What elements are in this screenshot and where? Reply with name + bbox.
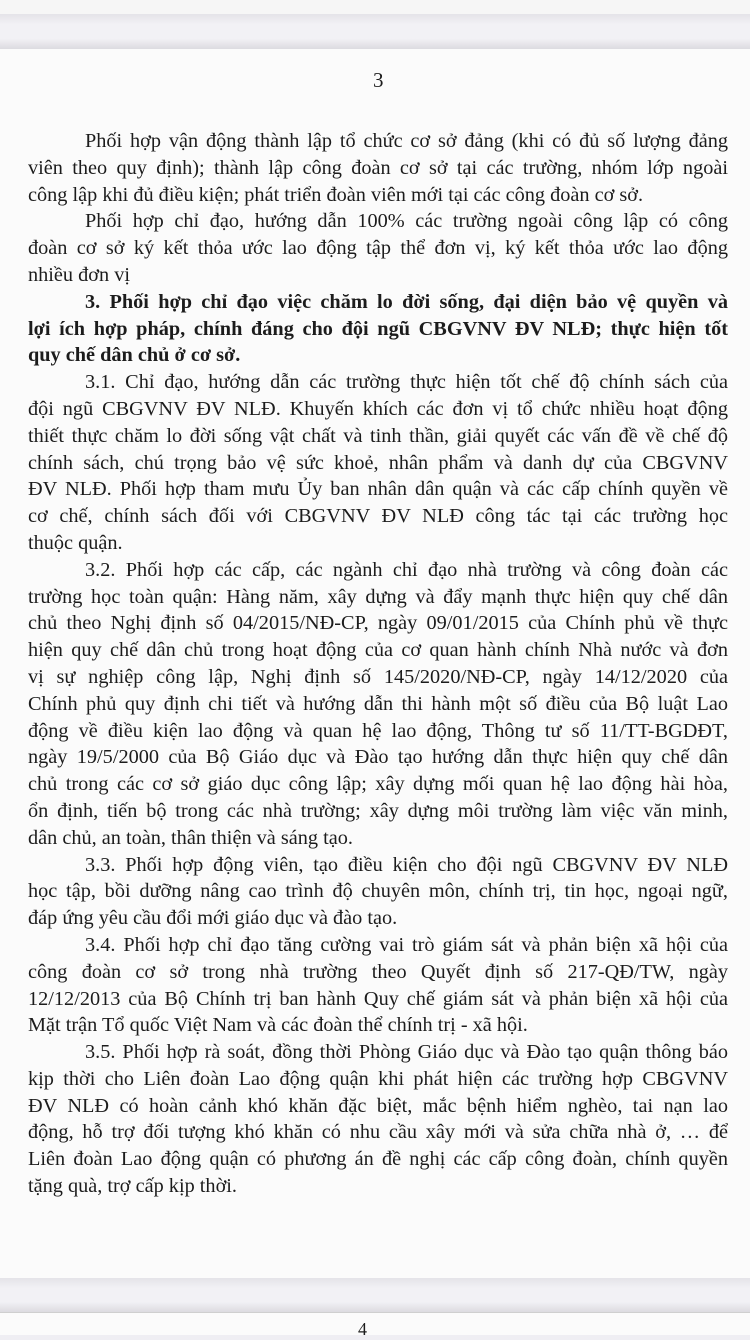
text-line: tặng quà, trợ cấp kịp thời. — [28, 1175, 238, 1198]
text-line: thiết thực chăm lo đời sống vật chất và tinh thần, giải quyết các vấn đề về chế độ — [28, 424, 728, 447]
text-line: dân chủ, an toàn, thân thiện và sáng tạo. — [28, 826, 353, 849]
paragraph — [28, 1039, 728, 1200]
text-line: 3.1. Chỉ đạo, hướng dẫn các trường thực hiện tốt chế độ chính sách của — [85, 371, 728, 394]
text-line: chủ theo Nghị định số 04/2015/NĐ-CP, ngày 09/01/2015 của Chính phủ về thực — [28, 612, 728, 635]
next-page-number: 4 — [358, 1319, 367, 1339]
text-line: ĐV NLĐ có hoàn cảnh khó khăn đặc biệt, mắc bệnh hiểm nghèo, tai nạn lao — [28, 1094, 728, 1117]
text-line: 3.3. Phối hợp động viên, tạo điều kiện cho đội ngũ CBGVNV ĐV NLĐ — [85, 853, 728, 876]
document-page — [0, 49, 750, 1278]
text-line: công đoàn cơ sở trong nhà trường theo Quyết định số 217-QĐ/TW, ngày — [28, 960, 728, 983]
text-line: cơ chế, chính sách đối với CBGVNV ĐV NLĐ công tác tại các trường học — [28, 505, 728, 528]
page-separator — [0, 14, 750, 49]
text-line: trường học toàn quận: Hàng năm, xây dựng và đẩy mạnh thực hiện quy chế dân — [28, 585, 728, 608]
next-document-page — [0, 1312, 750, 1339]
text-line: Phối hợp vận động thành lập tổ chức cơ sở đảng (khi có đủ số lượng đảng — [85, 130, 728, 152]
text-line: động về điều kiện lao động và quan hệ lao động, Thông tư số 11/TT-BGDĐT, — [28, 719, 728, 742]
text-line: kịp thời cho Liên đoàn Lao động quận khi phát hiện các trường hợp CBGVNV — [28, 1067, 728, 1090]
text-line: đáp ứng yêu cầu đổi mới giáo dục và đào tạo. — [28, 907, 398, 930]
text-line: hiện quy chế dân chủ trong hoạt động của cơ quan hành chính Nhà nước và đơn — [28, 639, 728, 662]
text-line: ngày 19/5/2000 của Bộ Giáo dục và Đào tạo hướng dẫn thực hiện quy chế dân — [28, 746, 728, 769]
text-line: Phối hợp chỉ đạo, hướng dẫn 100% các trường ngoài công lập có công — [85, 210, 728, 233]
previous-page-edge — [0, 0, 750, 14]
text-line: 12/12/2013 của Bộ Chính trị ban hành Quy chế giám sát và phản biện xã hội của — [28, 987, 728, 1010]
text-line: đội ngũ CBGVNV ĐV NLĐ. Khuyến khích các đơn vị tổ chức nhiều hoạt động — [28, 397, 728, 420]
paragraph — [28, 852, 728, 932]
text-line: động, hỗ trợ đối tượng khó khăn có nhu cầu xây mới và sửa chữa nhà ở, … để — [28, 1121, 728, 1144]
paragraph — [28, 128, 728, 208]
text-line: 3.4. Phối hợp chỉ đạo tăng cường vai trò giám sát và phản biện xã hội của — [85, 933, 728, 956]
text-line: viên theo quy định); thành lập công đoàn cơ sở tại các trường, nhóm lớp ngoài — [28, 156, 728, 179]
text-line: 3.2. Phối hợp các cấp, các ngành chỉ đạo nhà trường và công đoàn các — [85, 558, 728, 581]
text-line: Mặt trận Tổ quốc Việt Nam và các đoàn thể chính trị - xã hội. — [28, 1014, 528, 1037]
text-line: học tập, bồi dưỡng nâng cao trình độ chuyên môn, chính trị, tin học, ngoại ngữ, — [28, 880, 728, 903]
text-line: quy chế dân chủ ở cơ sở. — [28, 344, 241, 367]
text-line: công lập khi đủ điều kiện; phát triển đoàn viên mới tại các công đoàn cơ sở. — [28, 183, 644, 206]
text-line: vị sự nghiệp công lập, Nghị định số 145/2020/NĐ-CP, ngày 14/12/2020 của — [28, 665, 728, 688]
paragraph — [28, 557, 728, 852]
page-separator — [0, 1278, 750, 1312]
text-line: Liên đoàn Lao động quận có phương án đề nghị các cấp công đoàn, chính quyền — [28, 1148, 728, 1171]
text-line: chính sách, chú trọng bảo vệ sức khoẻ, nhân phẩm và danh dự của CBGVNV — [28, 451, 728, 474]
text-line: 3. Phối hợp chỉ đạo việc chăm lo đời sống, đại diện bảo vệ quyền và — [85, 290, 728, 313]
text-line: đoàn cơ sở ký kết thỏa ước lao động tập thể đơn vị, ký kết thỏa ước lao động — [28, 237, 728, 260]
text-line: thuộc quận. — [28, 531, 123, 554]
text-line: chủ trong các cơ sở giáo dục công lập; xây dựng mối quan hệ lao động hài hòa, — [28, 773, 728, 796]
text-line: nhiều đơn vị — [28, 263, 130, 286]
page-body-text — [28, 128, 728, 1200]
text-line: Chính phủ quy định chi tiết và hướng dẫn thi hành một số điều của Bộ luật Lao — [28, 692, 728, 715]
paragraph — [28, 208, 728, 288]
text-line: ổn định, tiến bộ trong các nhà trường; xây dựng môi trường làm việc văn minh, — [28, 799, 728, 822]
paragraph — [28, 932, 728, 1039]
text-line: 3.5. Phối hợp rà soát, đồng thời Phòng Giáo dục và Đào tạo quận thông báo — [85, 1041, 728, 1064]
text-line: ĐV NLĐ. Phối hợp tham mưu Ủy ban nhân dân quận và các cấp chính quyền về — [28, 478, 728, 501]
text-line: lợi ích hợp pháp, chính đáng cho đội ngũ CBGVNV ĐV NLĐ; thực hiện tốt — [28, 317, 728, 340]
paragraph — [28, 369, 728, 557]
page-number: 3 — [373, 68, 384, 92]
section-heading — [28, 289, 728, 369]
